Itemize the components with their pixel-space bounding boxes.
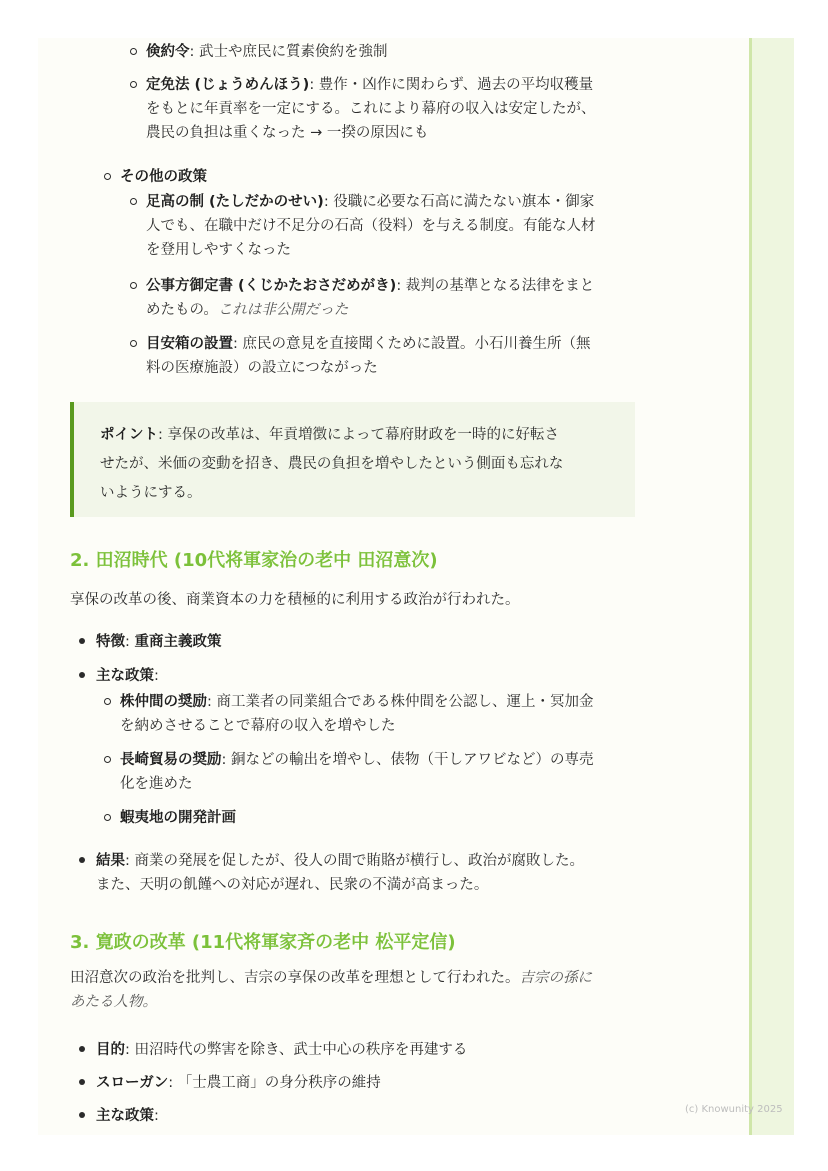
bullet-circle <box>130 198 137 205</box>
item-meyasu: 目安箱の設置: 庶民の意見を直接聞くために設置。小石川養生所（無 料の医療施設）の設立につながった <box>146 336 591 376</box>
item-ezochi: 蝦夷地の開発計画 <box>120 810 236 826</box>
bullet-circle <box>130 48 137 55</box>
callout-text: ポイント: 享保の改革は、年貢増徴によって幕府財政を一時的に好転さ せたが、米価の変動を招き、農民の負担を増やしたという側面も忘れな いようにする。 <box>100 427 564 501</box>
bullet-circle <box>104 698 111 705</box>
bullet-disc <box>79 1112 85 1118</box>
bullet-disc <box>79 638 85 644</box>
bullet-disc <box>79 1079 85 1085</box>
kansei-slogan: スローガン: 「士農工商」の身分秩序の維持 <box>96 1075 381 1091</box>
bullet-circle <box>130 282 137 289</box>
side-margin-band <box>749 38 794 1135</box>
tanuma-feature: 特徴: 重商主義政策 <box>96 634 222 650</box>
bullet-disc <box>79 672 85 678</box>
item-nagasaki: 長崎貿易の奨励: 銅などの輸出を増やし、俵物（干しアワビなど）の専売 化を進めた <box>120 752 594 792</box>
copyright-footer: (c) Knowunity 2025 <box>685 1104 783 1115</box>
bullet-circle <box>130 340 137 347</box>
other-policies-label: その他の政策 <box>120 169 207 185</box>
kansei-intro: 田沼意次の政治を批判し、吉宗の享保の改革を理想として行われた。吉宗の孫に あたる人物。 <box>70 970 592 1010</box>
bullet-circle <box>104 173 111 180</box>
tanuma-result: 結果: 商業の発展を促したが、役人の間で賄賂が横行し、政治が腐敗した。 また、天明の飢饉への対応が遅れ、民衆の不満が高まった。 <box>96 853 584 893</box>
tanuma-main-label: 主な政策: <box>96 668 159 684</box>
section-heading-kansei: 3. 寛政の改革 (11代将軍家斉の老中 松平定信) <box>70 932 456 953</box>
item-jomen: 定免法 (じょうめんほう): 豊作・凶作に関わらず、過去の平均収穫量 をもとに年貢率を一定にする。これにより幕府の収入は安定したが、 農民の負担は重くなった → 一揆の原因にも <box>146 77 596 141</box>
bullet-circle <box>104 814 111 821</box>
kansei-main-label: 主な政策: <box>96 1108 159 1124</box>
item-kenyaku: 倹約令: 武士や庶民に質素倹約を強制 <box>146 44 388 60</box>
item-tashidaka: 足高の制 (たしだかのせい): 役職に必要な石高に満たない旗本・御家 人でも、在職中だけ不足分の石高（役料）を与える制度。有能な人材 を登用しやすくなった <box>146 194 596 258</box>
tanuma-intro: 享保の改革の後、商業資本の力を積極的に利用する政治が行われた。 <box>70 592 520 608</box>
bullet-circle <box>104 756 111 763</box>
kansei-purpose: 目的: 田沼時代の弊害を除き、武士中心の秩序を再建する <box>96 1042 468 1058</box>
bullet-circle <box>130 81 137 88</box>
section-heading-tanuma: 2. 田沼時代 (10代将軍家治の老中 田沼意次) <box>70 550 438 571</box>
item-kujikata: 公事方御定書 (くじかたおさだめがき): 裁判の基準となる法律をまと めたもの。これは非公開だった <box>146 278 595 318</box>
item-kabunakama: 株仲間の奨励: 商工業者の同業組合である株仲間を公認し、運上・冥加金 を納めさせることで幕府の収入を増やした <box>120 694 594 734</box>
bullet-disc <box>79 857 85 863</box>
bullet-disc <box>79 1046 85 1052</box>
